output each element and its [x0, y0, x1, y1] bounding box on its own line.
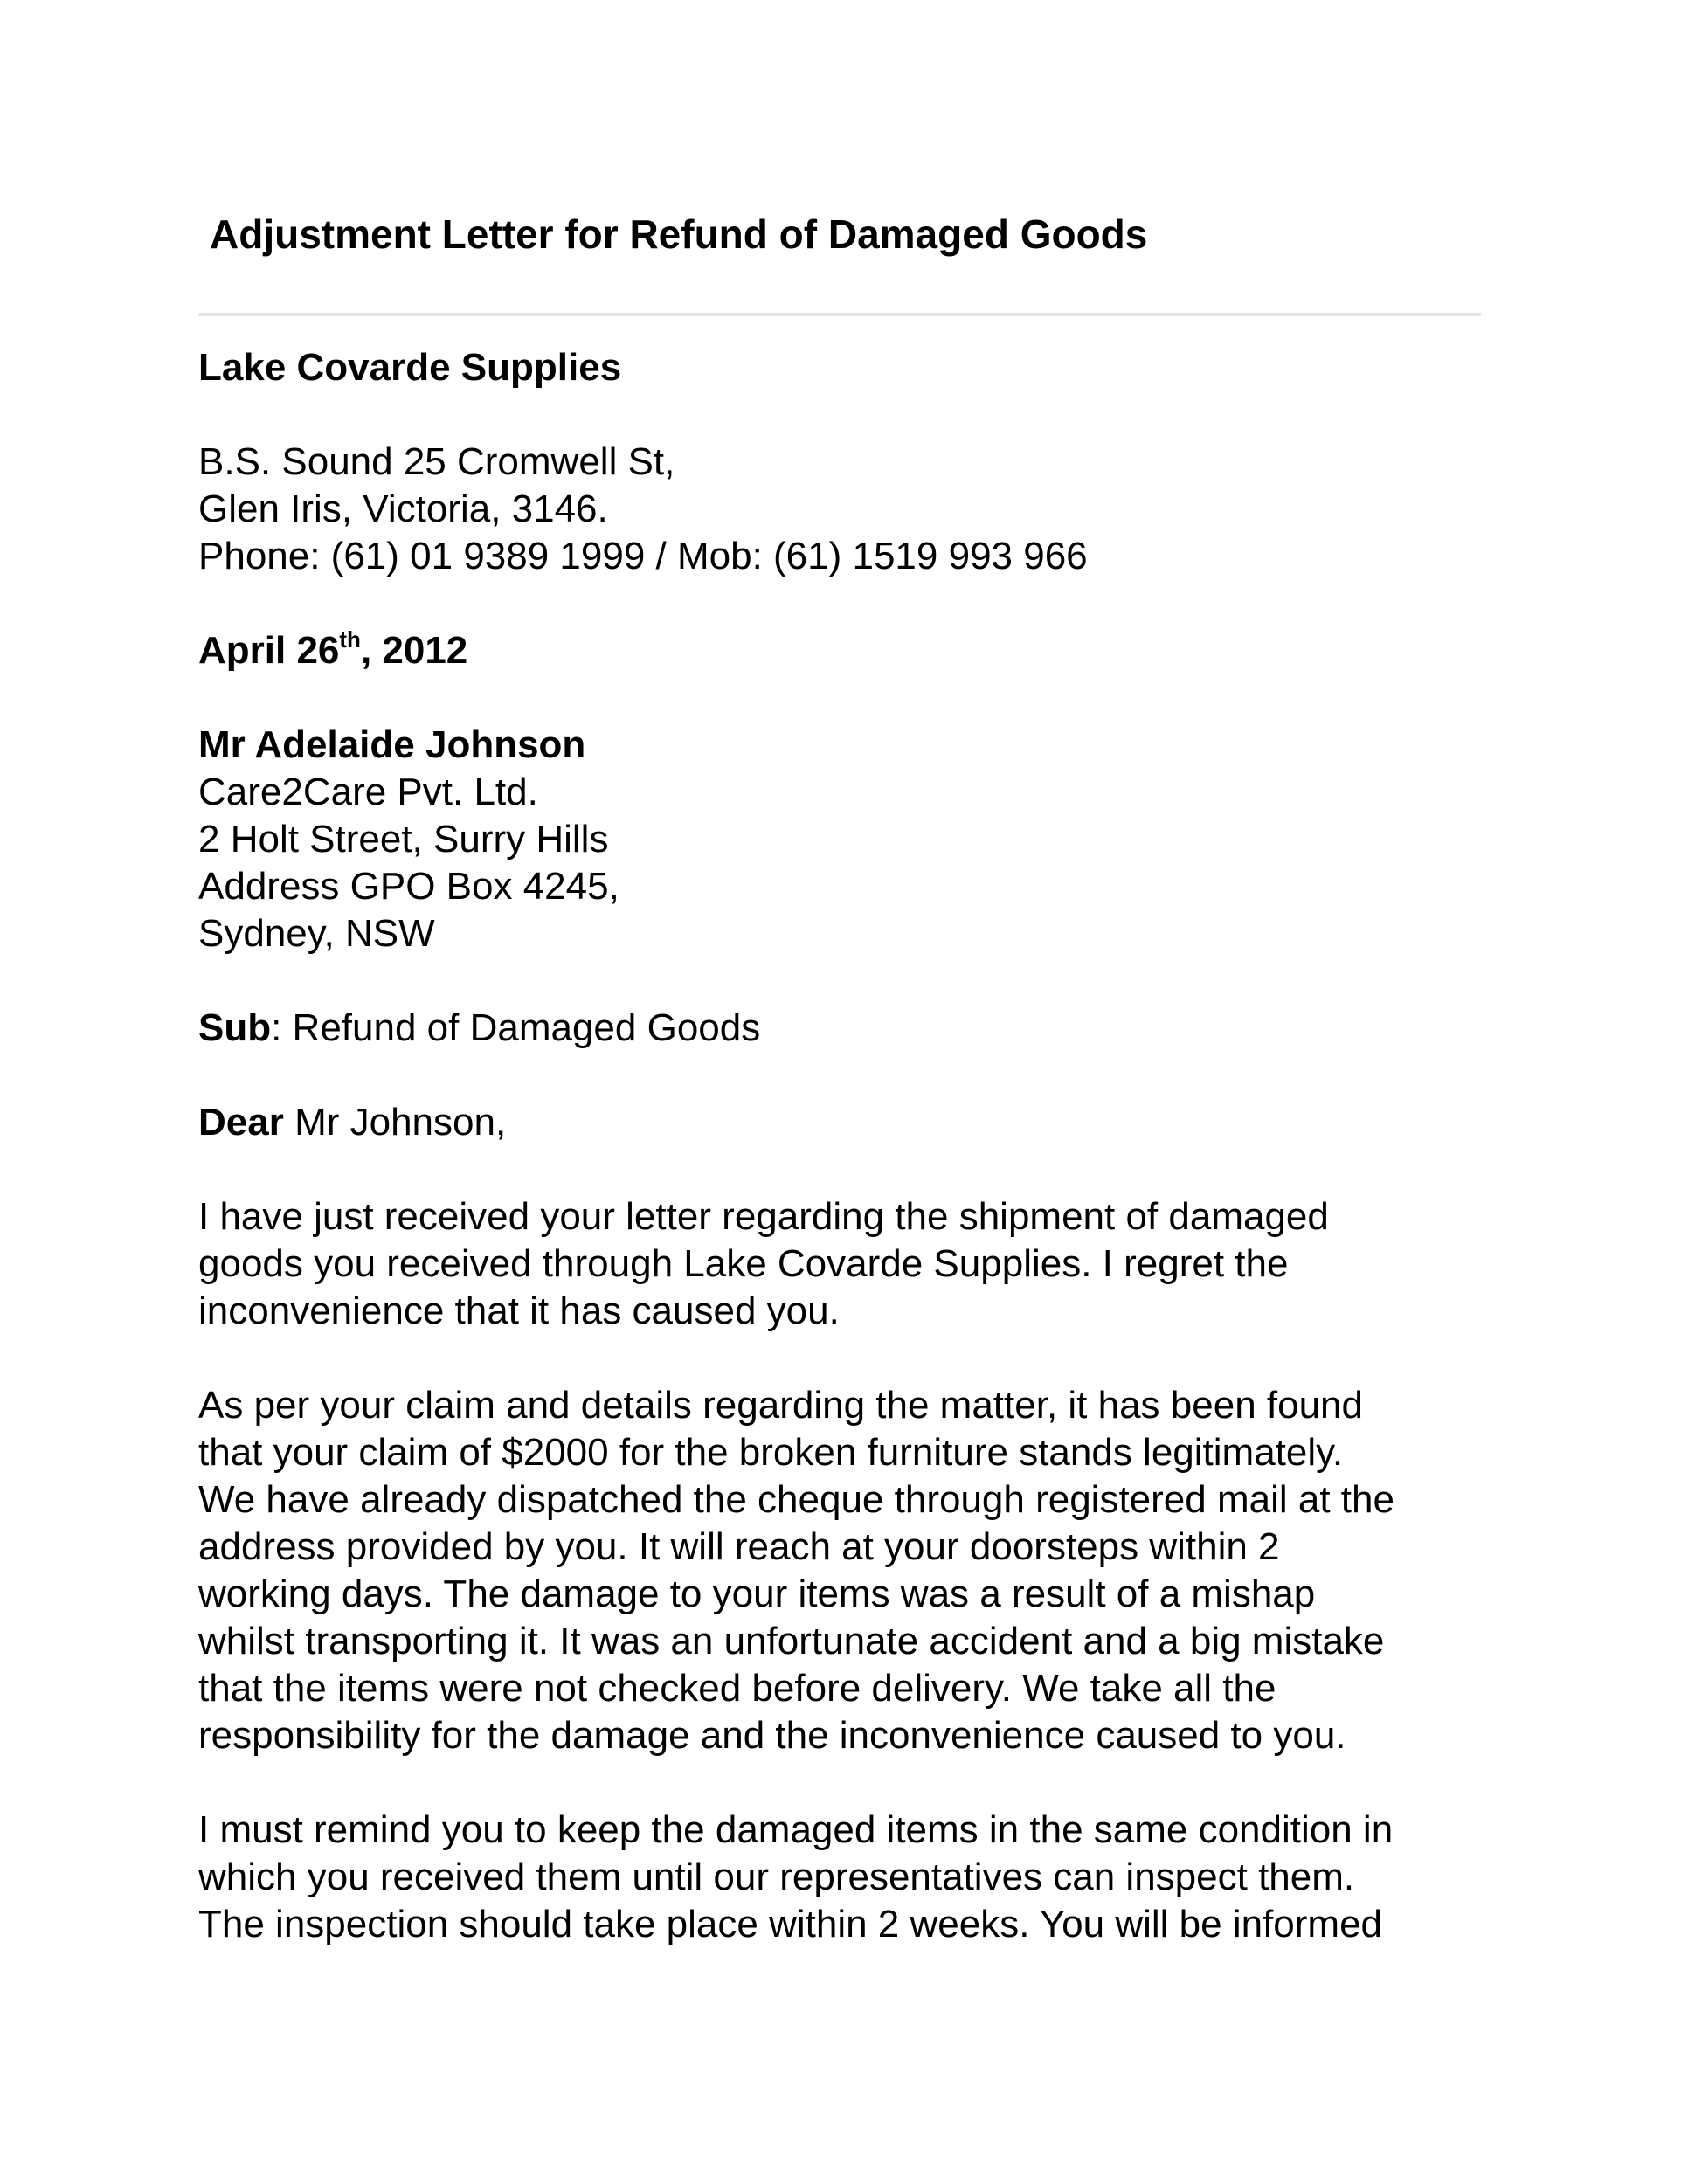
- body-paragraph1-line: inconvenience that it has caused you.: [198, 1289, 840, 1332]
- date-year: , 2012: [360, 629, 468, 672]
- date-month-day: April 26: [198, 629, 340, 672]
- subject-text: : Refund of Damaged Goods: [271, 1006, 761, 1049]
- body-paragraph3-line: which you received them until our representatives can inspect them.: [198, 1856, 1355, 1898]
- body-paragraph2-line: that your claim of $2000 for the broken furniture stands legitimately.: [198, 1431, 1344, 1474]
- body-paragraph3-line: I must remind you to keep the damaged items in the same condition in: [198, 1808, 1394, 1851]
- letter-content: [198, 344, 1509, 1948]
- body-paragraph2-line: whilst transporting it. It was an unfortunate accident and a big mistake: [198, 1620, 1385, 1662]
- sender-company: Lake Covarde Supplies: [198, 346, 622, 389]
- document-title: Adjustment Letter for Refund of Damaged Goods: [210, 211, 1148, 257]
- body-paragraph1-line: I have just received your letter regarding the shipment of damaged: [198, 1195, 1329, 1238]
- recipient-city: Sydney, NSW: [198, 912, 435, 955]
- body-paragraph2-line: As per your claim and details regarding the matter, it has been found: [198, 1384, 1363, 1427]
- title-divider: [198, 313, 1481, 316]
- body-paragraph1-line: goods you received through Lake Covarde Supplies. I regret the: [198, 1242, 1289, 1285]
- salutation-label: Dear: [198, 1101, 284, 1144]
- body-paragraph2-line: that the items were not checked before delivery. We take all the: [198, 1667, 1276, 1710]
- recipient-po-box: Address GPO Box 4245,: [198, 865, 619, 908]
- sender-address-line1: B.S. Sound 25 Cromwell St,: [198, 440, 675, 483]
- subject-line: [198, 1005, 1509, 1052]
- subject-label: Sub: [198, 1006, 272, 1049]
- salutation: [198, 1099, 1509, 1146]
- sender-contact: Phone: (61) 01 9389 1999 / Mob: (61) 1519 993 966: [198, 535, 1088, 577]
- date-suffix: th: [339, 626, 361, 653]
- sender-address-line2: Glen Iris, Victoria, 3146.: [198, 487, 608, 530]
- recipient-company: Care2Care Pvt. Ltd.: [198, 771, 538, 813]
- recipient-name: Mr Adelaide Johnson: [198, 723, 586, 766]
- body-paragraph2-line: working days. The damage to your items was a result of a mishap: [198, 1572, 1316, 1615]
- body-paragraph2-line: We have already dispatched the cheque through registered mail at the: [198, 1478, 1394, 1521]
- salutation-text: Mr Johnson,: [283, 1101, 507, 1144]
- letter-date: [198, 627, 1509, 674]
- body-paragraph3-line: The inspection should take place within 2 weeks. You will be informed: [198, 1903, 1383, 1946]
- recipient-street: 2 Holt Street, Surry Hills: [198, 818, 609, 860]
- body-paragraph2-line: responsibility for the damage and the inconvenience caused to you.: [198, 1714, 1346, 1757]
- body-paragraph2-line: address provided by you. It will reach at your doorsteps within 2: [198, 1525, 1280, 1568]
